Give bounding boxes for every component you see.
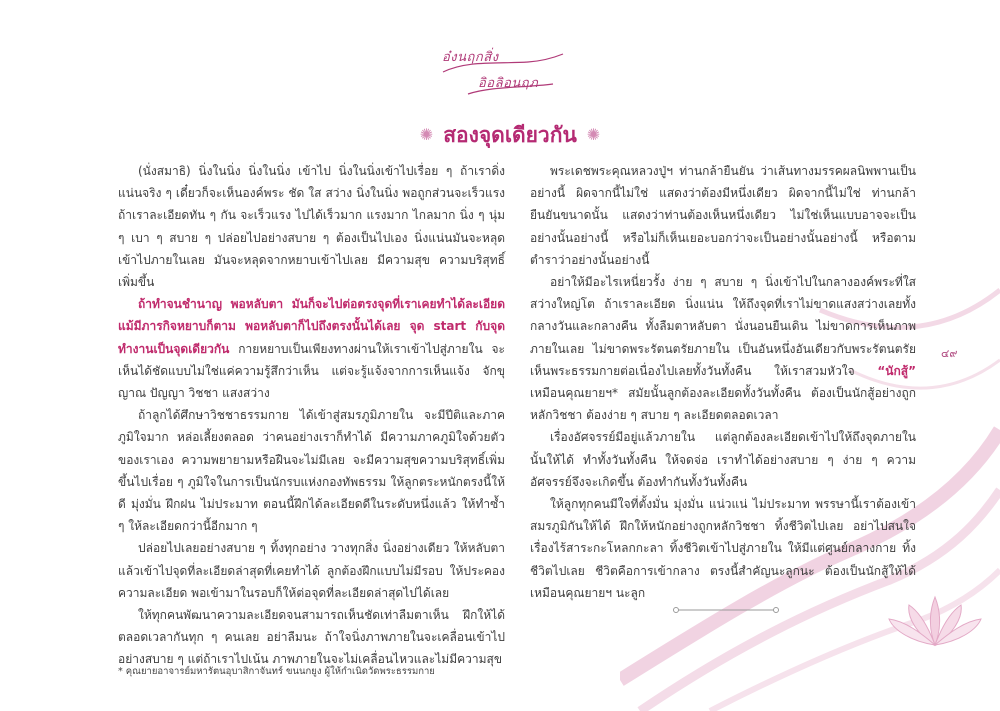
page-title: สองจุดเดียวกัน [443,122,577,147]
paragraph: ให้ทุกคนพัฒนาความละเอียดจนสามารถเห็นชัดเท่าลืมตาเห็น ฝึกให้ได้ตลอดเวลากันทุก ๆ คนเลย อย่าลืมนะ ถ้าใจนิ่งภาพภายในจะเคลื่อนเข้าไปอย่างสบาย ๆ แต่ถ้าเราไปเน้น ภาพภายในจะไม่เคลื่อนไหวและไม่มีความสุข [118,608,505,667]
paragraph: พระเดชพระคุณหลวงปู่ฯ ท่านกล้ายืนยัน ว่าเส้นทางมรรคผลนิพพานเป็นอย่างนี้ ผิดจากนี้ไม่ใช่ แสดงว่าต้องมีหนึ่งเดียว ผิดจากนี้ไม่ใช่ ท่านกล้ายืนยันขนาดนั้น แสดงว่าท่านต้องเห็นหนึ่งเดียว ไม่ใช่เห็นแบบอาจจะเป็นอย่างนั้นอย่างนี้ หรือไม่ก็เห็นเยอะบอกว่าจะเป็นอย่างนั้นอย่างนี้ หรือตามตำราว่าอย่างนั้นอย่างนี้ [530,164,916,267]
paragraph-text: กายหยาบเป็นเพียงทางผ่านให้เราเข้าไปสู่ภายใน จะเห็นได้ชัดแบบไม่ใช่แค่ความรู้สึกว่าเห็น แต่จะรู้แจ้งจากการเห็นแจ้ง จักขุ ญาณ ปัญญา วิชชา แสงสว่าง [118,341,505,401]
paragraph: ถ้าลูกได้ศึกษาวิชชาธรรมกาย ได้เข้าสู่สมรภูมิภายใน จะมีปีติและภาคภูมิใจมาก หล่อเลี้ยงตลอด ว่าคนอย่างเราก็ทำได้ มีความภาคภูมิใจด้วยตัวของเราเอง ความพยายามหรือฝืนจะไม่มีเลย จะมีความสุขความบริสุทธิ์เพิ่มขึ้นไปเรื่อย ๆ ภูมิใจในการเป็นนักรบแห่งกองทัพธรรม ให้ลูกตระหนักตรงนี้ให้ดี มุ่งมั่น ฝึกฝน ไม่ประมาท ตอนนี้ฝึกได้ละเอียดดีในระดับหนึ่งแล้ว ให้ทำซ้ำ ๆ ให้ละเอียดกว่านี้อีกมาก ๆ [118,408,505,534]
sparkle-icon: ✺ [586,125,601,144]
lotus-icon [889,597,981,645]
highlighted-text: ถ้าทำจนชำนาญ พอหลับตา มันก็จะไปต่อตรงจุดที่เราเคยทำได้ละเอียด แม้มีภารกิจหยาบก็ตาม พอหลับตาก็ไปถึงตรงนั้นได้เลย จุด start กับจุดทำงานเป็นจุดเดียวกัน [118,297,505,356]
title-row [395,118,625,152]
footnote: * คุณยายอาจารย์มหารัตนอุบาสิกาจันทร์ ขนนกยูง ผู้ให้กำเนิดวัดพระธรรมกาย [118,666,435,677]
paragraph: เรื่องอัศจรรย์มีอยู่แล้วภายใน แต่ลูกต้องละเอียดเข้าไปให้ถึงจุดภายในนั้นให้ได้ ทำทั้งวันทั้งคืน ให้จดจ่อ เราทำได้อย่างสบาย ๆ ง่าย ๆ ความอัศจรรย์จึงจะเกิดขึ้น ต้องทำกันทั้งวันทั้งคืน [530,430,916,489]
signature [438,42,568,102]
divider-ornament [672,606,780,614]
left-column [118,160,505,671]
signature-line-2: อิอลิอนฤภ [478,76,539,91]
page-number: ๔๙ [941,347,958,360]
right-column [530,160,916,604]
paragraph [530,271,916,426]
paragraph-text: อย่าให้มีอะไรเหนี่ยวรั้ง ง่าย ๆ สบาย ๆ นิ่งเข้าไปในกลางองค์พระที่ใสสว่างใหญ่โต ถ้าเราละเอียด นิ่งแน่น ให้ถึงจุดที่เราไม่ขาดแสงสว่างเลยทั้งกลางวันและกลางคืน ทั้งลืมตาหลับตา นั่งนอนยืนเดิน ไม่ขาดการเห็นภาพภายในเลย ไม่ขาดพระรัตนตรัยภายใน เป็นอันหนึ่งอันเดียวกับพระรัตนตรัย เห็นพระธรรมกายต่อเนื่องไปเลยทั้งวันทั้งคืน ให้เราสวมหัวใจ [530,275,916,378]
sparkle-icon: ✺ [419,125,434,144]
paragraph: ให้ลูกทุกคนมีใจที่ตั้งมั่น มุ่งมั่น แน่วแน่ ไม่ประมาท พรรษานี้เราต้องเข้าสมรภูมิกันให้ได้ ฝึกให้หนักอย่างถูกหลักวิชชา ทิ้งชีวิตไปเลย อย่าไปสนใจเรื่องไร้สาระกะโหลกกะลา ทิ้งชีวิตเข้าไปสู่ภายใน ให้มีแต่ศูนย์กลางกาย ทิ้งชีวิตไปเลย ชีวิตคือการเข้ากลาง ตรงนี้สำคัญนะลูกนะ ต้องเป็นนักสู้ให้ได้เหมือนคุณยายฯ นะลูก [530,497,916,600]
paragraph: (นั่งสมาธิ) นิ่งในนิ่ง นิ่งในนิ่ง เข้าไป นิ่งในนิ่งเข้าไปเรื่อย ๆ ถ้าเราดิ่งแน่นจริง ๆ เดี๋ยวก็จะเห็นองค์พระ ชัด ใส สว่าง นิ่งในนิ่ง พอถูกส่วนจะเร็วแรง ถ้าเราละเอียดทัน ๆ กัน จะเร็วแรง ไปได้เร็วมาก แรงมาก ไกลมาก นิ่ง ๆ นุ่ม ๆ เบา ๆ สบาย ๆ ปล่อยไปอย่างสบาย ๆ ต้องเป็นไปเอง นิ่งแน่นมันจะหลุดเข้าไปภายในเลย มันจะหลุดจากหยาบเข้าไปเลย มีความสุข ความบริสุทธิ์เพิ่มขึ้น [118,164,505,290]
signature-line-1: อ๋งนฤกสิ่ง [442,50,499,65]
quoted-word: “นักสู้” [877,363,916,378]
paragraph: ปล่อยไปเลยอย่างสบาย ๆ ทิ้งทุกอย่าง วางทุกสิ่ง นิ่งอย่างเดียว ให้หลับตาแล้วเข้าไปจุดที่ละเอียดล่าสุดที่เคยทำได้ ลูกต้องฝึกแบบไม่มีรอบ ให้ประคองความละเอียด พอเข้ามาในรอบก็ให้ต่อจุดที่ละเอียดล่าสุดไปได้เลย [118,541,505,600]
paragraph-text: เหมือนคุณยายฯ* สมัยนั้นลูกต้องละเอียดทั้งวันทั้งคืน ต้องเป็นนักสู้อย่างถูกหลักวิชชา ต้องง่าย ๆ สบาย ๆ ละเอียดตลอดเวลา [530,386,916,423]
paragraph [118,293,505,404]
